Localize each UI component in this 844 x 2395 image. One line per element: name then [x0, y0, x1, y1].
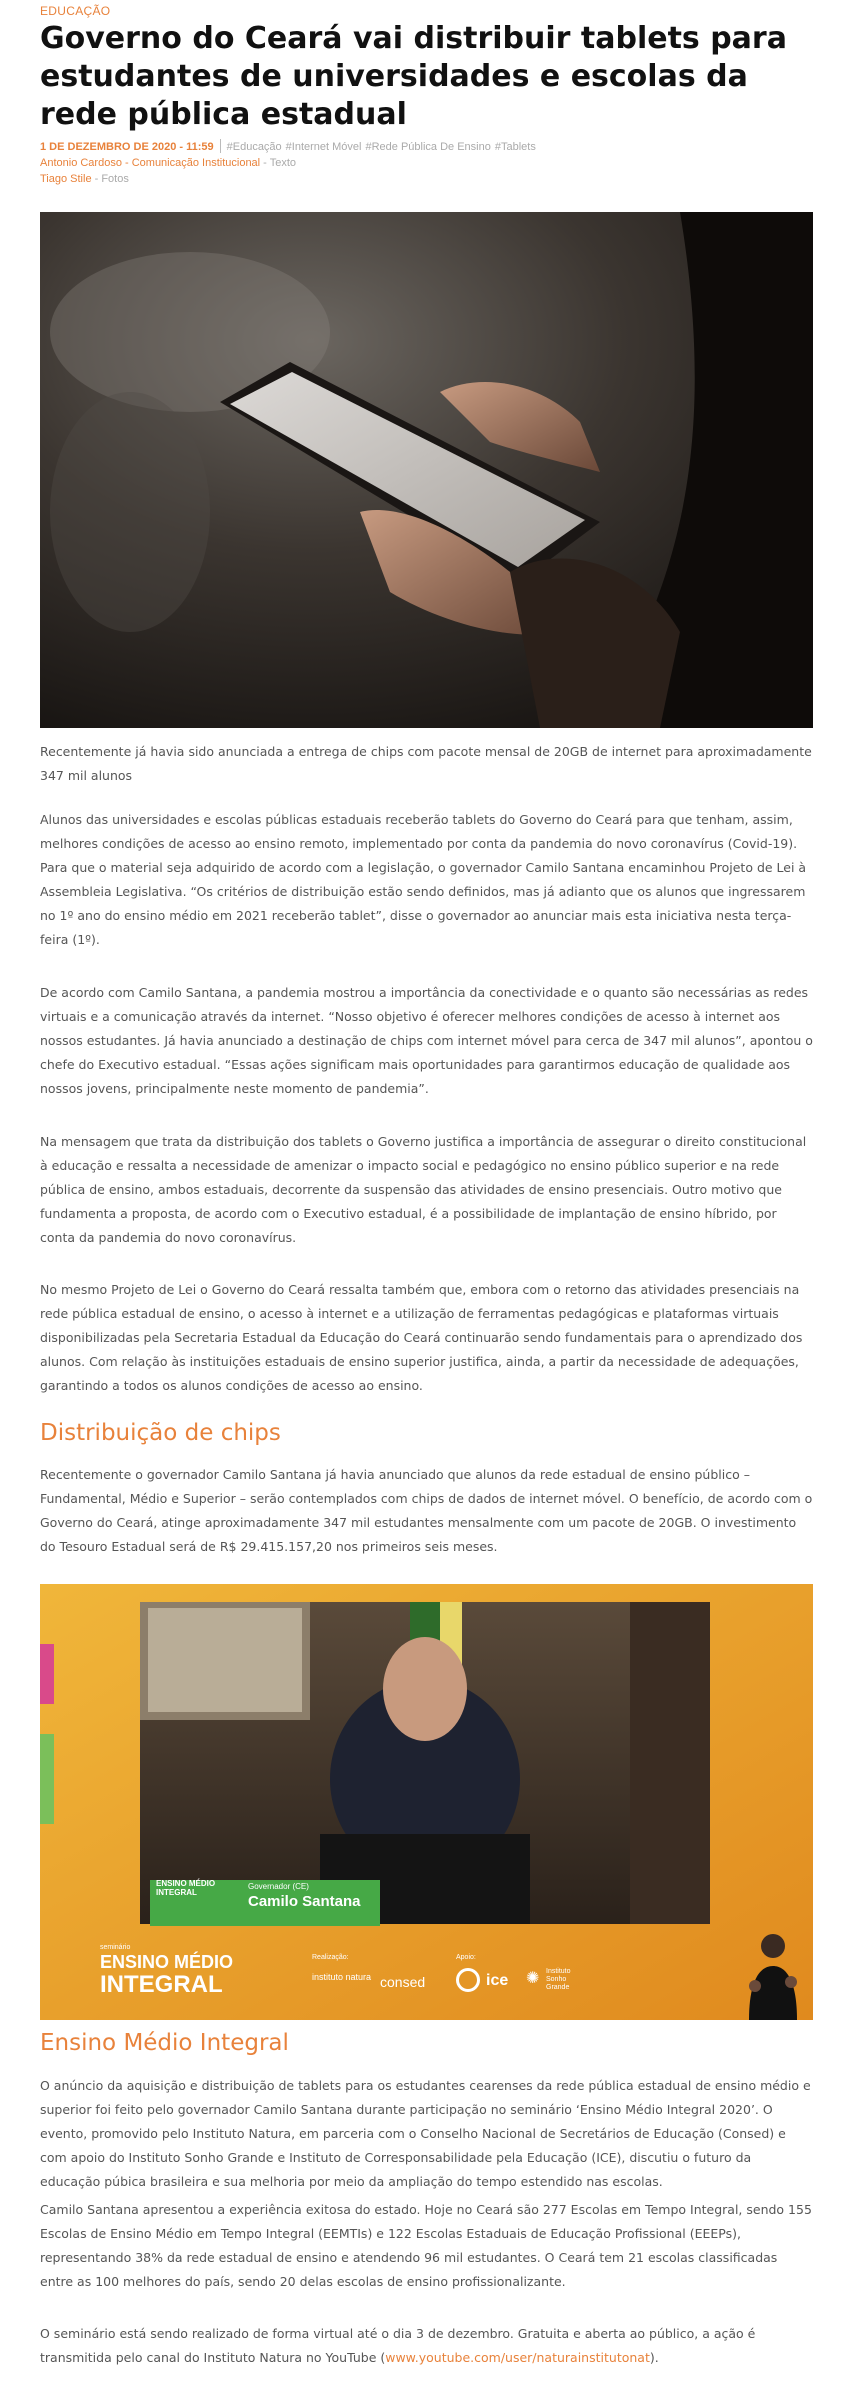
- sponsor-logo-sonho-grande: Instituto Sonho Grande: [546, 1968, 571, 1991]
- paragraph: Recentemente já havia sido anunciada a entrega de chips com pacote mensal de 20GB de internet para aproximadamente 347 mil alunos: [40, 744, 812, 783]
- paragraph: Na mensagem que trata da distribuição dos tablets o Governo justifica a importância de assegurar o direito constitucional à educação e ressalta a necessidade de amenizar o impacto social e pedagógico no ensino público superior e na rede pública de ensino, ambos estaduais, decorrente da suspensão das atividades de ensino presenciais. Outro motivo que fundamenta a proposta, de acordo com o Executivo estadual, é a possibilidade de implantação de ensino híbrido, por conta da pandemia do novo coronavírus.: [40, 1134, 807, 1245]
- lower-third-program: ENSINO MÉDIO INTEGRAL: [156, 1879, 216, 1897]
- realizacao-label: Realização:: [312, 1954, 349, 1961]
- section-heading: Ensino Médio Integral: [40, 2030, 289, 2056]
- paragraph: Recentemente o governador Camilo Santana já havia anunciado que alunos da rede estadual de ensino público – Fundamental, Médio e Superior – serão contemplados com chips de dados de internet móvel. O benefício, de acordo com o Governo do Ceará, atinge aproximadamente 347 mil estudantes mensalmente com um pacote de 20GB. O investimento do Tesouro Estadual será de R$ 29.415.157,20 nos primeiros seis meses.: [40, 1467, 813, 1554]
- ice-logo-icon: [456, 1968, 480, 1992]
- sponsor-logo-consed: consed: [380, 1974, 426, 1990]
- seminar-title-line1: ENSINO MÉDIO: [100, 1952, 234, 1972]
- credit-text: [40, 155, 540, 171]
- speaker-role: Governador (CE): [248, 1882, 309, 1891]
- tablet-photo-art: [40, 212, 813, 728]
- sponsor-logo-natura: instituto natura: [312, 1972, 372, 1982]
- sun-logo-icon: ✺: [526, 1970, 540, 1987]
- meta-divider: [220, 139, 221, 153]
- youtube-link[interactable]: www.youtube.com/user/naturainstitutonat: [385, 2350, 650, 2365]
- sponsor-logo-ice: ice: [486, 1972, 509, 1989]
- apoio-label: Apoio:: [456, 1954, 476, 1961]
- paragraph: [40, 2322, 813, 2370]
- paragraph: O anúncio da aquisição e distribuição de tablets para os estudantes cearenses da rede pública estadual de ensino médio e superior foi feito pelo governador Camilo Santana durante participação no seminário ‘Ensino Médio Integral 2020’. O evento, promovido pelo Instituto Natura, em parceria com o Conselho Nacional de Secretários de Educação (Consed) e com apoio do Instituto Sonho Grande e Instituto de Corresponsabilidade pela Educação (ICE), discutiu o futuro da educação púbica brasileira e sua melhoria por meio da ampliação do tempo estendido nas escolas.: [40, 2078, 811, 2189]
- paragraph: No mesmo Projeto de Lei o Governo do Ceará ressalta também que, embora com o retorno das atividades presenciais na rede pública estadual de ensino, o acesso à internet e a utilização de ferramentas pedagógicas e plataformas virtuais disponibilizadas pela Secretaria Estadual da Educação do Ceará continuarão sendo fundamentais para o aprendizado dos alunos. Com relação às instituições estaduais de ensino superior justifica, ainda, a partir da necessidade de adequações, garantindo a todos os alunos condições de acesso ao ensino.: [40, 1282, 803, 1393]
- seminar-video-frame: [40, 1584, 813, 2020]
- tag-link[interactable]: #Internet Móvel: [285, 141, 362, 153]
- paragraph-text: ).: [649, 2350, 659, 2365]
- article-meta: [40, 139, 540, 187]
- publish-date: 1 DE DEZEMBRO DE 2020 - 11:59: [40, 141, 214, 153]
- credit-role: - Fotos: [91, 173, 129, 185]
- credit-photo: [40, 171, 540, 187]
- author-link[interactable]: Antonio Cardoso - Comunicação Institucional: [40, 157, 261, 169]
- section-heading: Distribuição de chips: [40, 1420, 281, 1446]
- tag-link[interactable]: #Tablets: [494, 141, 536, 153]
- article-title: Governo do Ceará vai distribuir tablets para estudantes de universidades e escolas da rede pública estadual: [40, 21, 787, 132]
- speaker-name: Camilo Santana: [248, 1893, 361, 1910]
- paragraph: De acordo com Camilo Santana, a pandemia mostrou a importância da conectividade e o quanto são necessárias as redes virtuais e a comunicação através da internet. “Nosso objetivo é oferecer melhores condições de acesso à internet aos nossos estudantes. Já havia anunciado a destinação de chips com internet móvel para cerca de 347 mil alunos”, apontou o chefe do Executivo estadual. “Essas ações significam mais oportunidades para garantirmos educação de qualidade aos nossos jovens, principalmente neste momento de pandemia”.: [40, 985, 813, 1096]
- tag-link[interactable]: #Educação: [226, 141, 282, 153]
- tag-link[interactable]: #Rede Pública De Ensino: [365, 141, 491, 153]
- credit-role: - Texto: [260, 157, 296, 169]
- tablet-hands-photo: [40, 212, 813, 728]
- paragraph-text: O seminário está sendo realizado de forma virtual até o dia 3 de dezembro. Gratuita e aberta ao público, a ação é transmitida pelo canal do Instituto Natura no YouTube (: [40, 2326, 756, 2365]
- category-label[interactable]: EDUCAÇÃO: [40, 4, 111, 18]
- photographer-link[interactable]: Tiago Stile: [40, 173, 92, 185]
- paragraph: Alunos das universidades e escolas públicas estaduais receberão tablets do Governo do Ceará para que tenham, assim, melhores condições de acesso ao ensino remoto, implementado por conta da pandemia do novo coronavírus (Covid-19). Para que o material seja adquirido de acordo com a legislação, o governador Camilo Santana encaminhou Projeto de Lei à Assembleia Legislativa. “Os critérios de distribuição estão sendo definidos, mas já adianto que os alunos que ingressarem no 1º ano do ensino médio em 2021 receberão tablet”, disse o governador ao anunciar mais esta iniciativa nesta terça-feira (1º).: [40, 812, 807, 947]
- paragraph: Camilo Santana apresentou a experiência exitosa do estado. Hoje no Ceará são 277 Escolas em Tempo Integral, sendo 155 Escolas de Ensino Médio em Tempo Integral (EEMTIs) e 122 Escolas Estaduais de Educação Profissional (EEEPs), representando 38% da rede estadual de ensino e atendendo 96 mil estudantes. O Ceará tem 21 escolas classificadas entre as 100 melhores do país, sendo 20 delas escolas de ensino profissionalizante.: [40, 2202, 812, 2289]
- seminar-title-line2: INTEGRAL: [100, 1971, 223, 1998]
- sign-language-interpreter: [743, 1926, 803, 2020]
- seminar-label: seminário: [100, 1944, 131, 1951]
